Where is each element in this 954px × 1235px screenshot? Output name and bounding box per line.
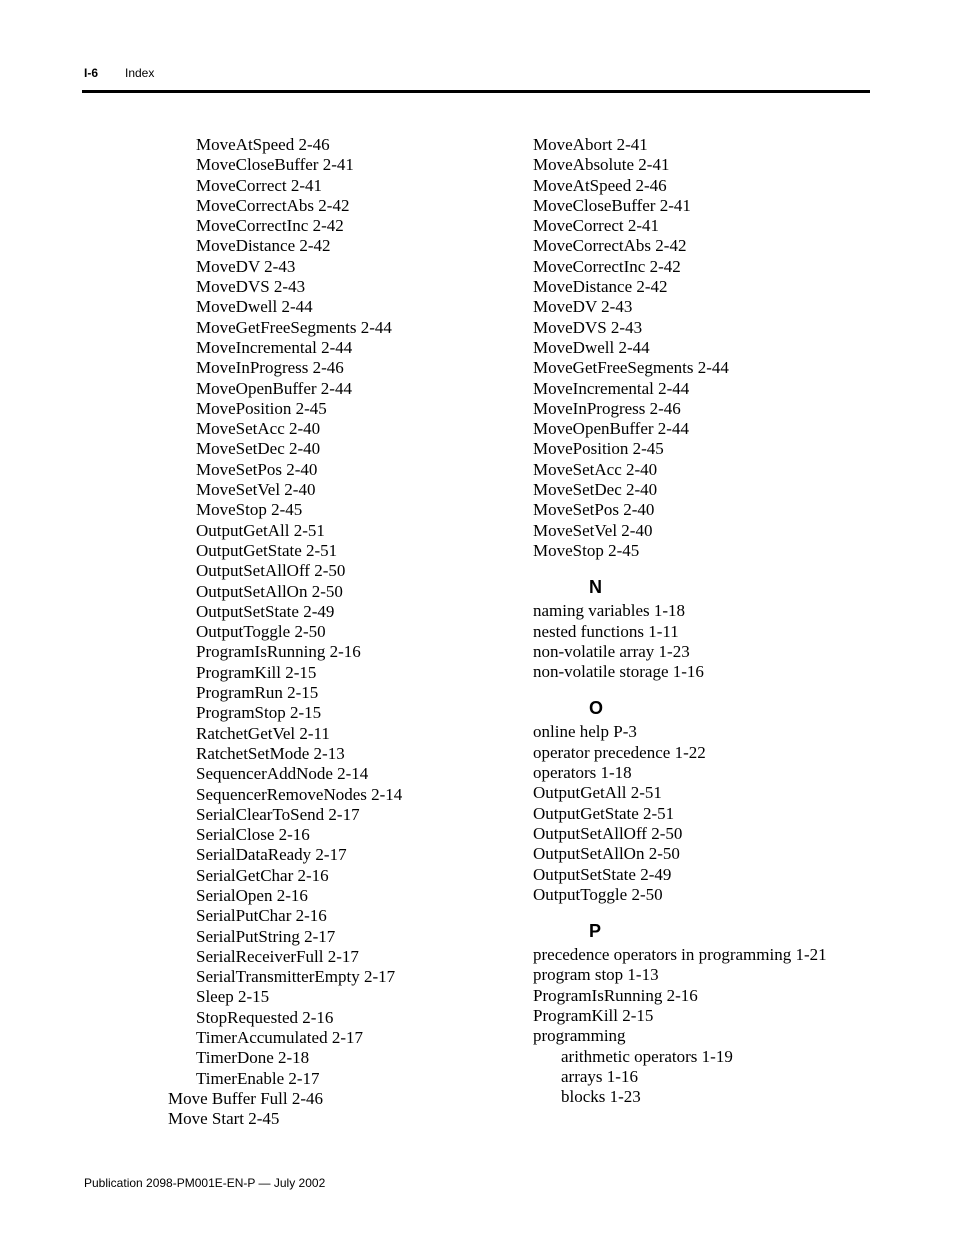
index-entry: MoveOpenBuffer 2-44 — [196, 378, 352, 398]
index-entry: OutputSetState 2-49 — [196, 601, 335, 621]
index-entry: SerialDataReady 2-17 — [196, 845, 347, 865]
index-entry: MoveDV 2-43 — [196, 256, 296, 276]
index-entry: MoveAtSpeed 2-46 — [196, 135, 330, 154]
header-rule — [82, 90, 870, 93]
index-entry: program stop 1-13 — [533, 965, 659, 985]
index-entry: MoveSetVel 2-40 — [533, 520, 653, 540]
index-entry: MoveCorrect 2-41 — [196, 175, 323, 195]
index-entry: MoveDwell 2-44 — [196, 297, 313, 317]
index-entry: SequencerRemoveNodes 2-14 — [196, 784, 403, 804]
index-entry: RatchetGetVel 2-11 — [196, 723, 330, 743]
index-entry: arithmetic operators 1-19 — [561, 1046, 733, 1066]
index-entry: MoveDistance 2-42 — [196, 236, 331, 256]
index-entry: MoveCorrectInc 2-42 — [196, 216, 344, 236]
index-entry: MoveCorrectAbs 2-42 — [533, 236, 687, 256]
index-entry: SerialTransmitterEmpty 2-17 — [196, 967, 396, 987]
index-entry: MoveStop 2-45 — [533, 540, 640, 560]
index-entry: ProgramIsRunning 2-16 — [196, 642, 361, 662]
index-entry: ProgramIsRunning 2-16 — [533, 985, 698, 1005]
index-entry: OutputGetState 2-51 — [533, 803, 675, 823]
index-entry: MoveSetVel 2-40 — [196, 480, 316, 500]
index-entry: online help P-3 — [533, 722, 637, 742]
index-entry: MoveSetPos 2-40 — [196, 459, 318, 479]
index-entry: MoveSetPos 2-40 — [533, 500, 655, 520]
index-entry: MoveAbort 2-41 — [533, 135, 648, 154]
index-entry: MoveSetAcc 2-40 — [196, 419, 321, 439]
index-entry: MoveStop 2-45 — [196, 500, 303, 520]
index-entry: TimerDone 2-18 — [196, 1048, 310, 1068]
index-entry: operator precedence 1-22 — [533, 742, 706, 762]
index-entry: TimerEnable 2-17 — [196, 1068, 320, 1088]
index-entry: MoveCloseBuffer 2-41 — [196, 155, 354, 175]
index-entry: SerialPutString 2-17 — [196, 926, 336, 946]
index-entry: arrays 1-16 — [561, 1066, 638, 1086]
index-entry: MoveDVS 2-43 — [533, 317, 643, 337]
index-entry: MoveInProgress 2-46 — [196, 358, 344, 378]
index-entry: TimerAccumulated 2-17 — [196, 1028, 363, 1048]
index-entry: OutputSetState 2-49 — [533, 864, 672, 884]
index-entry: MoveCloseBuffer 2-41 — [533, 195, 691, 215]
index-column-left — [168, 135, 498, 1130]
index-entry: ProgramStop 2-15 — [196, 703, 322, 723]
index-entry: MoveCorrectAbs 2-42 — [196, 195, 350, 215]
index-entry: MoveAtSpeed 2-46 — [533, 175, 667, 195]
index-entry: MoveCorrect 2-41 — [533, 216, 660, 236]
index-entry: OutputSetAllOff 2-50 — [533, 823, 683, 843]
index-entry: OutputSetAllOn 2-50 — [196, 581, 343, 601]
index-entry: MovePosition 2-45 — [533, 439, 664, 459]
index-entry: MoveAbsolute 2-41 — [533, 155, 670, 175]
index-entry: MoveInProgress 2-46 — [533, 398, 681, 418]
index-entry: Move Start 2-45 — [168, 1109, 280, 1129]
index-entry: OutputGetAll 2-51 — [533, 783, 662, 803]
index-entry: MoveGetFreeSegments 2-44 — [533, 358, 729, 378]
index-entry: naming variables 1-18 — [533, 601, 686, 621]
index-entry: OutputGetState 2-51 — [196, 540, 338, 560]
index-entry: Sleep 2-15 — [196, 987, 270, 1007]
index-entry: SerialOpen 2-16 — [196, 885, 308, 905]
index-entry: OutputSetAllOn 2-50 — [533, 844, 680, 864]
index-entry: ProgramRun 2-15 — [196, 683, 319, 703]
index-entry: programming — [533, 1026, 626, 1046]
index-entry: ProgramKill 2-15 — [533, 1005, 654, 1025]
index-entry: OutputToggle 2-50 — [533, 884, 663, 904]
index-entry: SerialClose 2-16 — [196, 825, 310, 845]
index-entry: nested functions 1-11 — [533, 621, 679, 641]
index-entry: RatchetSetMode 2-13 — [196, 743, 345, 763]
index-entry: MovePosition 2-45 — [196, 398, 327, 418]
index-entry: SequencerAddNode 2-14 — [196, 764, 369, 784]
index-entry: SerialClearToSend 2-17 — [196, 804, 360, 824]
index-entry: MoveSetAcc 2-40 — [533, 459, 658, 479]
page-number: I-6 — [84, 66, 99, 80]
index-entry: OutputToggle 2-50 — [196, 622, 326, 642]
index-entry: non-volatile array 1-23 — [533, 641, 690, 661]
index-entry: MoveSetDec 2-40 — [533, 480, 658, 500]
index-entry: MoveGetFreeSegments 2-44 — [196, 317, 392, 337]
index-entry: MoveDwell 2-44 — [533, 337, 650, 357]
index-column-right — [533, 135, 923, 1107]
index-entry: Move Buffer Full 2-46 — [168, 1088, 324, 1108]
index-entry: OutputSetAllOff 2-50 — [196, 561, 346, 581]
index-entry: MoveDistance 2-42 — [533, 277, 668, 297]
index-entry: non-volatile storage 1-16 — [533, 662, 704, 682]
index-entry: operators 1-18 — [533, 763, 632, 783]
index-section-letter: N — [589, 577, 602, 598]
page-header — [84, 66, 155, 80]
index-entry: SerialReceiverFull 2-17 — [196, 946, 359, 966]
index-entry: StopRequested 2-16 — [196, 1007, 334, 1027]
index-entry: SerialPutChar 2-16 — [196, 906, 327, 926]
index-entry: MoveDV 2-43 — [533, 297, 633, 317]
publication-footer: Publication 2098-PM001E-EN-P — July 2002 — [84, 1176, 326, 1190]
index-entry: MoveOpenBuffer 2-44 — [533, 419, 689, 439]
header-title: Index — [125, 66, 155, 80]
index-entry: MoveSetDec 2-40 — [196, 439, 321, 459]
index-entry: precedence operators in programming 1-21 — [533, 945, 827, 965]
index-section-letter: O — [589, 698, 604, 719]
index-entry: OutputGetAll 2-51 — [196, 520, 325, 540]
index-entry: MoveCorrectInc 2-42 — [533, 256, 681, 276]
index-entry: blocks 1-23 — [561, 1087, 641, 1107]
index-entry: MoveIncremental 2-44 — [196, 337, 353, 357]
index-section-letter: P — [589, 921, 602, 942]
index-entry: SerialGetChar 2-16 — [196, 865, 329, 885]
index-entry: MoveIncremental 2-44 — [533, 378, 690, 398]
index-entry: ProgramKill 2-15 — [196, 662, 317, 682]
index-entry: MoveDVS 2-43 — [196, 277, 306, 297]
